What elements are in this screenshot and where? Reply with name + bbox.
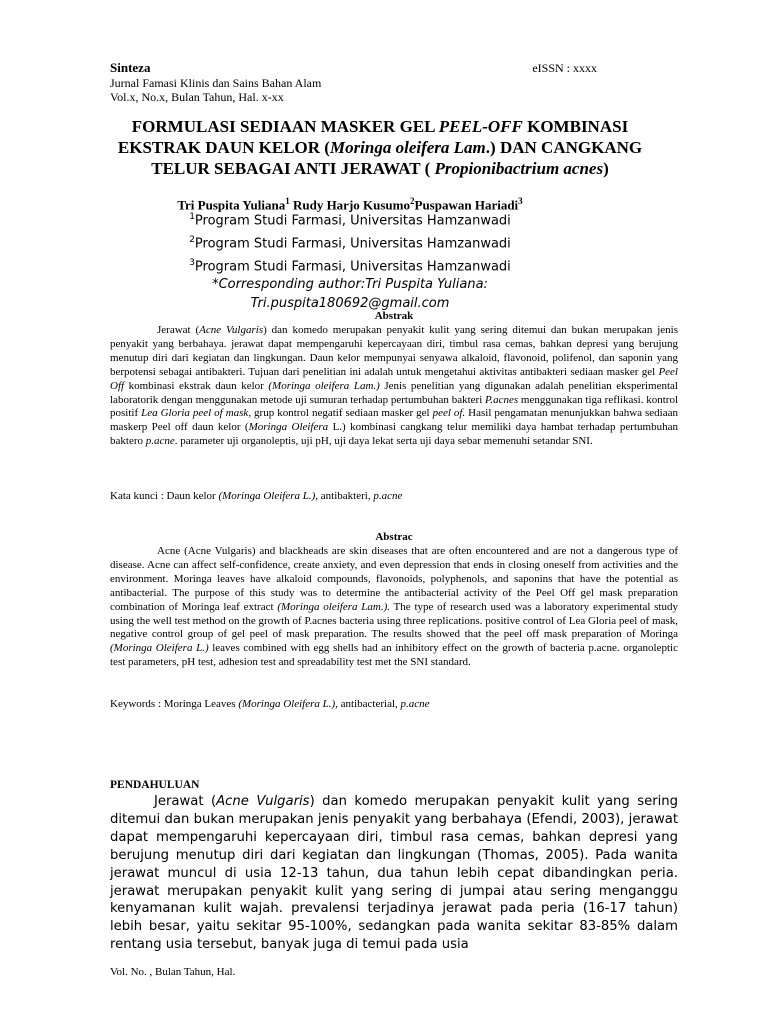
title-italic: PEEL-OFF — [438, 117, 523, 136]
paper-title — [100, 116, 660, 179]
issn: eISSN : xxxx — [532, 61, 597, 75]
body-text: Jerawat ( — [154, 794, 217, 809]
keywords-italic: (Moringa Oleifera L.) — [238, 698, 336, 710]
abstrak-text: menggunakan tiga reflikasi. kontrol positif — [110, 393, 679, 420]
affiliation-text: Program Studi Farmasi, Universitas Hamzanwadi — [194, 258, 511, 274]
author-name: Rudy Harjo Kusumo — [292, 197, 410, 213]
keywords-italic: p.acne — [400, 698, 430, 710]
affiliation — [100, 254, 600, 277]
abstrak-text: , grup kontrol negatif sediaan masker gel — [248, 407, 433, 420]
abstrak-text: Hasil pengamatan menunjukkan bahwa sediaan maskerp Peel off daun kelor ( — [110, 407, 678, 434]
keywords-text: , antibacterial, — [335, 698, 401, 710]
page-footer: Vol. No. , Bulan Tahun, Hal. — [110, 966, 236, 978]
affiliation-sup: 2 — [189, 234, 195, 245]
journal-full-name: Jurnal Famasi Klinis dan Sains Bahan Alam — [110, 76, 322, 90]
corresponding-author: *Corresponding author:Tri Puspita Yuliana: — [212, 277, 488, 293]
abstract-text: leaves combined with egg shells had an inhibitory effect on the growth of bacteria p.acne. organoleptic test parameters, pH test, adhesion test and spreadability test met the SNI standard. — [110, 642, 678, 669]
body-italic: Acne Vulgaris — [216, 794, 310, 809]
abstrak-italic: p.acne — [145, 435, 175, 448]
affiliation-text: Program Studi Farmasi, Universitas Hamzanwadi — [194, 236, 511, 252]
abstrak-italic: P.acnes — [485, 393, 519, 406]
affiliation-sup: 3 — [189, 257, 195, 268]
volume-line: Vol.x, No.x, Bulan Tahun, Hal. x-xx — [110, 90, 284, 104]
abstrak-text: . parameter uji organoleptis, uji pH, uji daya lekat serta uji daya sebar memenuhi setandar SNI. — [174, 435, 593, 448]
author-sup: 3 — [518, 196, 523, 206]
affiliation-text: Program Studi Farmasi, Universitas Hamzanwadi — [194, 213, 511, 229]
kata-kunci-italic: p.acne — [373, 490, 403, 502]
body-text: ) dan komedo merupakan penyakit kulit yang sering ditemui dan bukan merupakan jenis penyakit yang berbahaya (Efendi, 2003), jerawat dapat mempengaruhi kepercayaan diri, timbul rasa cemas, bahkan depresi yang berujung menutup diri dari kegiatan dan lingkungan (Thomas, 2005). Pada wanita jerawat muncul di usia 12-13 tahun, dua tahun lebih cepat dibandingkan peria. jerawat merupakan penyakit kulit yang sering di jumpai atau sering menganggu kenyamanan kulit wajah. prevalensi terjadinya jerawat pada peria (16-17 tahun) lebih besar, yaitu sekitar 95-100%, sedangkan pada wanita sekitar 83-85% dalam rentang usia tersebut, banyak juga di temui pada usia — [110, 794, 679, 953]
kata-kunci-text: Kata kunci : Daun kelor — [110, 490, 219, 502]
affiliation — [100, 231, 600, 254]
abstract-italic: (Moringa Oleifera L.) — [110, 642, 209, 655]
abstrak-text: L.) kombinasi cangkang telur memiliki daya hambat terhadap pertumbuhan baktero — [110, 421, 678, 448]
abstrak-italic: Peel Off — [110, 365, 678, 392]
title-italic: Propionibactrium acnes — [434, 159, 604, 178]
abstract-italic: (Moringa oleifera Lam.). — [277, 600, 390, 613]
abstract-text: The type of research used was a laboratory experimental study using the well test method on the growth of P.acnes bacteria using three replications. positive control of Lea Gloria peel of mask, negative control group of gel peel of mask preparation. The results showed that the peel off mask preparation of Moringa — [110, 600, 678, 641]
affiliation — [100, 208, 600, 231]
abstrak-text: ) dan komedo merupakan penyakit kulit yang sering ditemui dan bukan merupakan jenis penyakit yang berbahaya. jerawat dapat mempengaruhi kepercayaan diri, timbul rasa cemas, bahkan depresi yang berujung menutup diri dari kegiatan dan lingkungan. Daun kelor mempunyai senyawa alkaloid, flavonoid, polifenol, dan saponin yang berpotensi sebagai antibakteri. Tujuan dari penelitian ini adalah untuk mengetahui aktivitas antibakteri sediaan masker gel — [110, 324, 678, 378]
author-name: Tri Puspita Yuliana — [177, 197, 286, 213]
kata-kunci-text: , antibakteri, — [315, 490, 374, 502]
pendahuluan-body — [110, 793, 678, 954]
abstract-text: Acne (Acne Vulgaris) and blackheads are skin diseases that are often encountered and are not a dangerous type of disease. Acne can affect self-confidence, create anxiety, and even depression that ends in closing oneself from activities and the environment. Moringa leaves have alkaloid compounds, flavonoids, polyphenols, and saponins that have the potential as antibacterial. The purpose of this study was to determine the antibacterial activity of the Peel Off gel mask preparation combination of Moringa leaf extract — [110, 545, 678, 613]
title-text: FORMULASI SEDIAAN MASKER GEL — [131, 117, 439, 136]
journal-header — [110, 60, 670, 104]
abstrak-italic: Lea Gloria peel of mask — [141, 407, 249, 420]
abstract-body — [110, 545, 678, 670]
abstrak-text: kombinasi ekstrak daun kelor — [124, 379, 269, 392]
abstrak-text: Jenis penelitian yang digunakan adalah penelitian eksperimental laboratorik dengan menggunakan metode uji sumuran terhadap pertumbuhan bakteri — [110, 379, 678, 406]
abstrak-text: Jerawat ( — [157, 324, 200, 336]
author-sup: 2 — [410, 196, 415, 206]
author-sup: 1 — [285, 196, 290, 206]
title-text: KOMBINASI EKSTRAK DAUN KELOR ( — [117, 117, 629, 157]
keywords-text: Keywords : Moringa Leaves — [110, 698, 239, 710]
abstrak-italic: Moringa Oleifera — [248, 421, 329, 434]
affiliation-sup: 1 — [189, 212, 195, 222]
kata-kunci-italic: (Moringa Oleifera L.) — [218, 490, 316, 502]
kata-kunci — [110, 490, 678, 503]
keywords — [110, 698, 678, 711]
abstrak-heading: Abstrak — [374, 310, 414, 322]
affiliations — [100, 208, 600, 313]
title-text: .) DAN CANGKANG TELUR SEBAGAI ANTI JERAWAT ( — [151, 138, 643, 178]
journal-name: Sinteza — [110, 60, 151, 75]
abstrak-body — [110, 324, 678, 449]
abstract-heading: Abstrac — [375, 531, 413, 543]
title-text: ) — [603, 159, 609, 178]
author-name: Puspawan Hariadi — [414, 197, 519, 213]
section-heading-pendahuluan: PENDAHULUAN — [110, 779, 200, 791]
corresponding-email: Tri.puspita180692@gmail.com — [250, 295, 450, 311]
abstrak-italic: (Moringa oleifera Lam.) — [268, 379, 380, 392]
abstrak-italic: Acne Vulgaris — [199, 324, 264, 336]
title-italic: Moringa oleifera Lam — [329, 138, 486, 157]
abstrak-italic: peel of. — [432, 407, 466, 420]
